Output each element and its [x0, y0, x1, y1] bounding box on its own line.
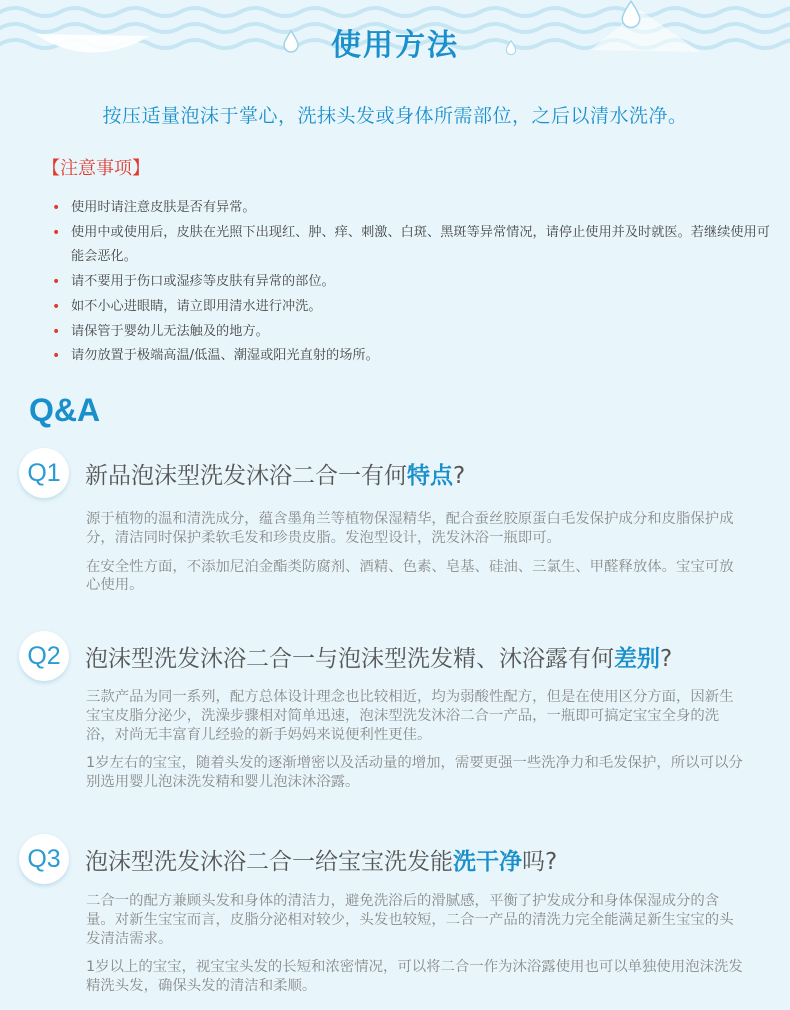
- note-item: • 使用中或使用后，皮肤在光照下出现红、肿、痒、刺激、白斑、黑斑等异常情况，请停止使用并及时就医。若继续使用可能会恶化。: [50, 221, 770, 270]
- note-item: • 请保管于婴幼儿无法触及的地方。: [50, 320, 770, 345]
- qa-heading: Q&A: [29, 392, 101, 428]
- bullet-icon: •: [52, 224, 61, 241]
- answer-3: [86, 892, 746, 996]
- note-item: • 请勿放置于极端高温/低温、潮湿或阳光直射的场所。: [50, 344, 770, 369]
- usage-instruction: 按压适量泡沫于掌心，洗抹头发或身体所需部位，之后以清水洗净。: [102, 105, 688, 127]
- question-badge: Q2: [19, 631, 69, 681]
- question-badge: Q1: [19, 448, 69, 498]
- answer-paragraph: 在安全性方面，不添加尼泊金酯类防腐剂、酒精、色素、皂基、硅油、三氯生、甲醛释放体。宝宝可放心使用。: [86, 558, 734, 594]
- question-highlight: 特点: [407, 463, 453, 489]
- notes-list: [50, 196, 770, 369]
- question-highlight: 洗干净: [453, 849, 522, 875]
- question-text: 新品泡沫型洗发沐浴二合一有何特点?: [85, 463, 466, 489]
- section-title: 使用方法: [331, 28, 459, 63]
- note-item: • 使用时请注意皮肤是否有异常。: [50, 196, 770, 221]
- answer-paragraph: 1岁以上的宝宝，视宝宝头发的长短和浓密情况，可以将二合一作为沐浴露使用也可以单独使用泡沫洗发精洗头发，确保头发的清洁和柔顺。: [86, 959, 743, 995]
- notes-heading: 【注意事项】: [42, 158, 150, 179]
- bullet-icon: •: [52, 348, 61, 365]
- question-text: 泡沫型洗发沐浴二合一给宝宝洗发能洗干净吗?: [85, 849, 558, 875]
- answer-paragraph: 二合一的配方兼顾头发和身体的清洁力，避免洗浴后的滑腻感，平衡了护发成分和身体保湿成分的含量。对新生宝宝而言，皮脂分泌相对较少，头发也较短，二合一产品的清洗力完全能满足新生宝宝的头发清洁需求。: [86, 893, 734, 947]
- answer-1: [86, 510, 746, 595]
- bullet-icon: •: [52, 200, 61, 216]
- answer-paragraph: 源于植物的温和清洗成分，蕴含墨角兰等植物保湿精华，配合蚕丝胶原蛋白毛发保护成分和皮脂保护成分，清洁同时保护柔软毛发和珍贵皮脂。发泡型设计，洗发沐浴一瓶即可。: [86, 511, 734, 546]
- question-badge: Q3: [19, 834, 69, 884]
- bullet-icon: •: [52, 274, 61, 291]
- answer-paragraph: 1岁左右的宝宝，随着头发的逐渐增密以及活动量的增加，需要更强一些洗净力和毛发保护，所以可以分别选用婴儿泡沫洗发精和婴儿泡沫沐浴露。: [86, 755, 743, 791]
- question-highlight: 差别: [614, 646, 660, 672]
- bullet-icon: •: [52, 323, 61, 340]
- question-text: 泡沫型洗发沐浴二合一与泡沫型洗发精、沐浴露有何差别?: [85, 646, 673, 672]
- bullet-icon: •: [52, 298, 61, 315]
- note-item: • 请不要用于伤口或湿疹等皮肤有异常的部位。: [50, 270, 770, 295]
- answer-2: [86, 688, 746, 792]
- answer-paragraph: 三款产品为同一系列，配方总体设计理念也比较相近，均为弱酸性配方，但是在使用区分方面，因新生宝宝皮脂分泌少，洗澡步骤相对简单迅速，泡沫型洗发沐浴二合一产品，一瓶即可搞定宝宝全身的洗浴，对尚无丰富育儿经验的新手妈妈来说便利性更佳。: [86, 689, 734, 743]
- note-item: • 如不小心进眼睛，请立即用清水进行冲洗。: [50, 295, 770, 320]
